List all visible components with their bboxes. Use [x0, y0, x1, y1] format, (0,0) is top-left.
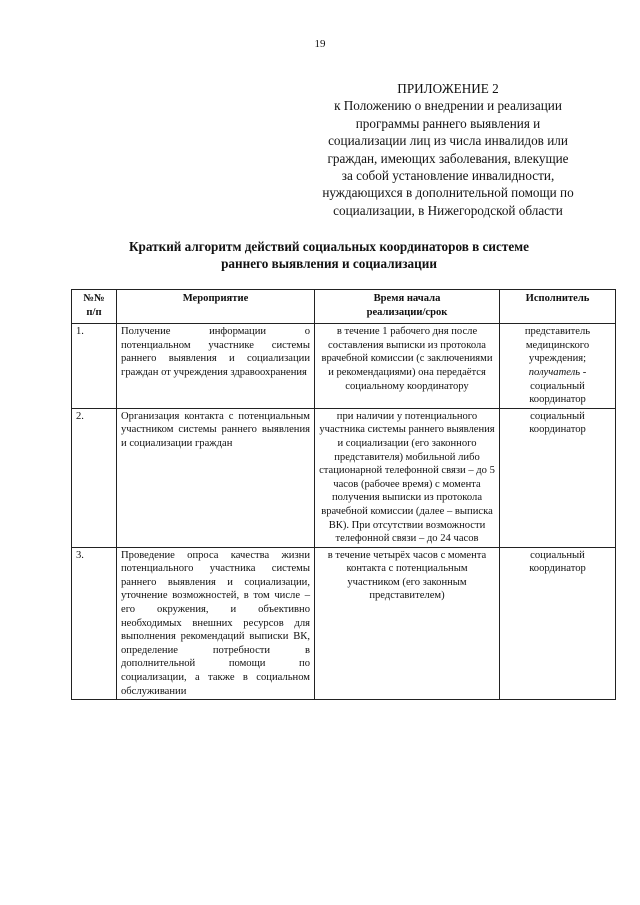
algorithm-table — [71, 289, 616, 700]
row-executor: социальный координатор — [500, 408, 616, 547]
row-event: Организация контакта с потенциальным участником системы раннего выявления и социализации граждан — [117, 408, 315, 547]
header-time — [315, 290, 500, 324]
row-executor: социальный координатор — [500, 547, 616, 700]
appendix-line: к Положению о внедрении и реализации — [334, 98, 562, 114]
appendix-line: граждан, имеющих заболевания, влекущие — [327, 150, 569, 166]
appendix-title: ПРИЛОЖЕНИЕ 2 — [397, 81, 499, 96]
appendix-line: нуждающихся в дополнительной помощи по — [322, 185, 574, 201]
row-time: в течение 1 рабочего дня после составления выписки из протокола врачебной комиссии (с заключениями и рекомендациями) она передаётся социальному координатору — [315, 324, 500, 409]
document-title — [94, 238, 564, 272]
row-number: 1. — [72, 324, 117, 409]
header-number — [72, 290, 117, 324]
header-number-line: №№ — [83, 293, 105, 304]
header-time-line: Время начала — [373, 293, 441, 304]
document-title-line: раннего выявления и социализации — [221, 256, 437, 271]
executor-text: представитель медицинского учреждения; — [524, 326, 591, 365]
header-event: Мероприятие — [117, 290, 315, 324]
row-time: в течение четырёх часов с момента контакта с потенциальным участником (его законным представителем) — [315, 547, 500, 700]
table-row — [72, 324, 616, 409]
appendix-line: социализации лиц из числа инвалидов или — [328, 133, 568, 149]
table-header-row — [72, 290, 616, 324]
table-row — [72, 408, 616, 547]
header-time-line: реализации/срок — [366, 306, 448, 318]
appendix-line: за собой установление инвалидности, — [341, 168, 555, 184]
header-number-line: п/п — [86, 306, 102, 318]
row-time: при наличии у потенциального участника системы раннего выявления и социализации (его законного представителя) мобильной либо стационарной телефонной связи – до 5 часов (рабочее время) с момента получения выписки из протокола врачебной комиссии (далее – выписка ВК). При отсутствии возможности телефонной связи – до 24 часов — [315, 408, 500, 547]
page-number: 19 — [314, 38, 326, 50]
appendix-line: программы раннего выявления и — [355, 115, 541, 131]
row-number: 2. — [72, 408, 117, 547]
appendix-header — [298, 80, 598, 219]
row-event: Получение информации о потенциальном участнике системы раннего выявления и социализации граждан от учреждения здравоохранения — [117, 324, 315, 409]
row-executor — [500, 324, 616, 409]
table-row — [72, 547, 616, 700]
row-number: 3. — [72, 547, 117, 700]
executor-italic-text: получатель — [528, 366, 581, 378]
executor-text: - социальный координатор — [529, 366, 587, 406]
header-executor: Исполнитель — [500, 290, 616, 324]
row-event: Проведение опроса качества жизни потенциального участника системы раннего выявления и социализации, уточнение возможностей, в том числе – его окружения, и объективно необходимых внешних ресурсов для выполнения рекомендаций выписки ВК, определение потребности в дополнительной помощи по социализации, а также в социальном обслуживании — [117, 547, 315, 700]
appendix-line: социализации, в Нижегородской области — [333, 202, 563, 218]
document-title-line: Краткий алгоритм действий социальных координаторов в системе — [128, 239, 530, 254]
